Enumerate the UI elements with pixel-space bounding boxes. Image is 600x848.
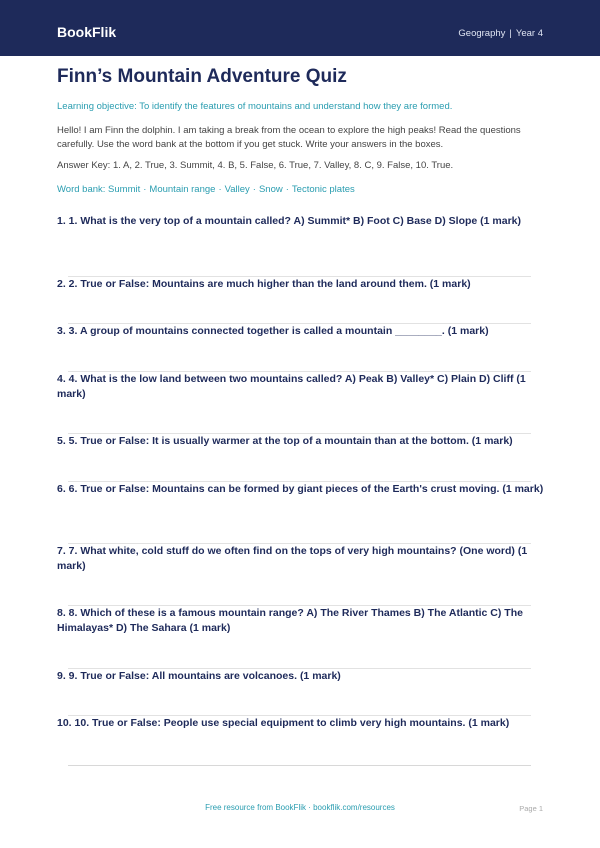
breadcrumb-separator: | [509, 28, 512, 39]
page-number: Page 1 [519, 804, 543, 813]
header-bar [0, 0, 600, 56]
question-2: 2. 2. True or False: Mountains are much higher than the land around them. (1 mark) [57, 278, 471, 290]
question-10: 10. 10. True or False: People use special equipment to climb very high mountains. (1 mark) [57, 717, 510, 729]
word-bank-word: Tectonic plates [291, 184, 355, 195]
word-bank-word: Summit [108, 184, 141, 195]
question-4: 4. 4. What is the low land between two mountains called? A) Peak B) Valley* C) Plain D) Cliff (1 mark) [57, 373, 526, 400]
year-label: Year 4 [515, 28, 543, 39]
question-1: 1. 1. What is the very top of a mountain called? A) Summit* B) Foot C) Base D) Slope (1 mark) [57, 215, 522, 227]
question-8: 8. 8. Which of these is a famous mountain range? A) The River Thames B) The Atlantic C) The Himalayas* D) The Sahara (1 mark) [57, 607, 523, 634]
answer-key: Answer Key: 1. A, 2. True, 3. Summit, 4. B, 5. False, 6. True, 7. Valley, 8. C, 9. False, 10. True. [57, 160, 454, 171]
page-title: Finn’s Mountain Adventure Quiz [57, 66, 347, 87]
word-bank: Word bank: Summit · Mountain range · Valley · Snow · Tectonic plates [57, 184, 355, 195]
footer-divider [68, 765, 531, 766]
word-bank-word: Valley [224, 184, 250, 195]
question-9: 9. 9. True or False: All mountains are volcanoes. (1 mark) [57, 670, 341, 682]
word-bank-word: Mountain range [149, 184, 216, 195]
question-3: 3. 3. A group of mountains connected together is called a mountain ________. (1 mark) [57, 325, 489, 337]
subject-label: Geography [458, 28, 506, 39]
word-bank-word: Snow [258, 184, 283, 195]
footer-link[interactable]: Free resource from BookFlik · bookflik.com/resources [205, 803, 395, 812]
brand-logo[interactable]: BookFlik [57, 24, 117, 40]
subject-breadcrumb [458, 28, 543, 39]
question-6: 6. 6. True or False: Mountains can be formed by giant pieces of the Earth's crust moving. (1 mark) [57, 483, 544, 495]
word-bank-label: Word bank: [57, 184, 106, 195]
question-7: 7. 7. What white, cold stuff do we often find on the tops of very high mountains? (One word) (1 mark) [57, 545, 528, 572]
question-5: 5. 5. True or False: It is usually warmer at the top of a mountain than at the bottom. (1 mark) [57, 435, 513, 447]
learning-objective: Learning objective: To identify the features of mountains and understand how they are formed. [57, 101, 453, 112]
intro-text: Hello! I am Finn the dolphin. I am taking a break from the ocean to explore the high peaks! Read the questions carefully. Use the word bank at the bottom if you get stuck. Write your answers in the boxes. [57, 125, 521, 150]
